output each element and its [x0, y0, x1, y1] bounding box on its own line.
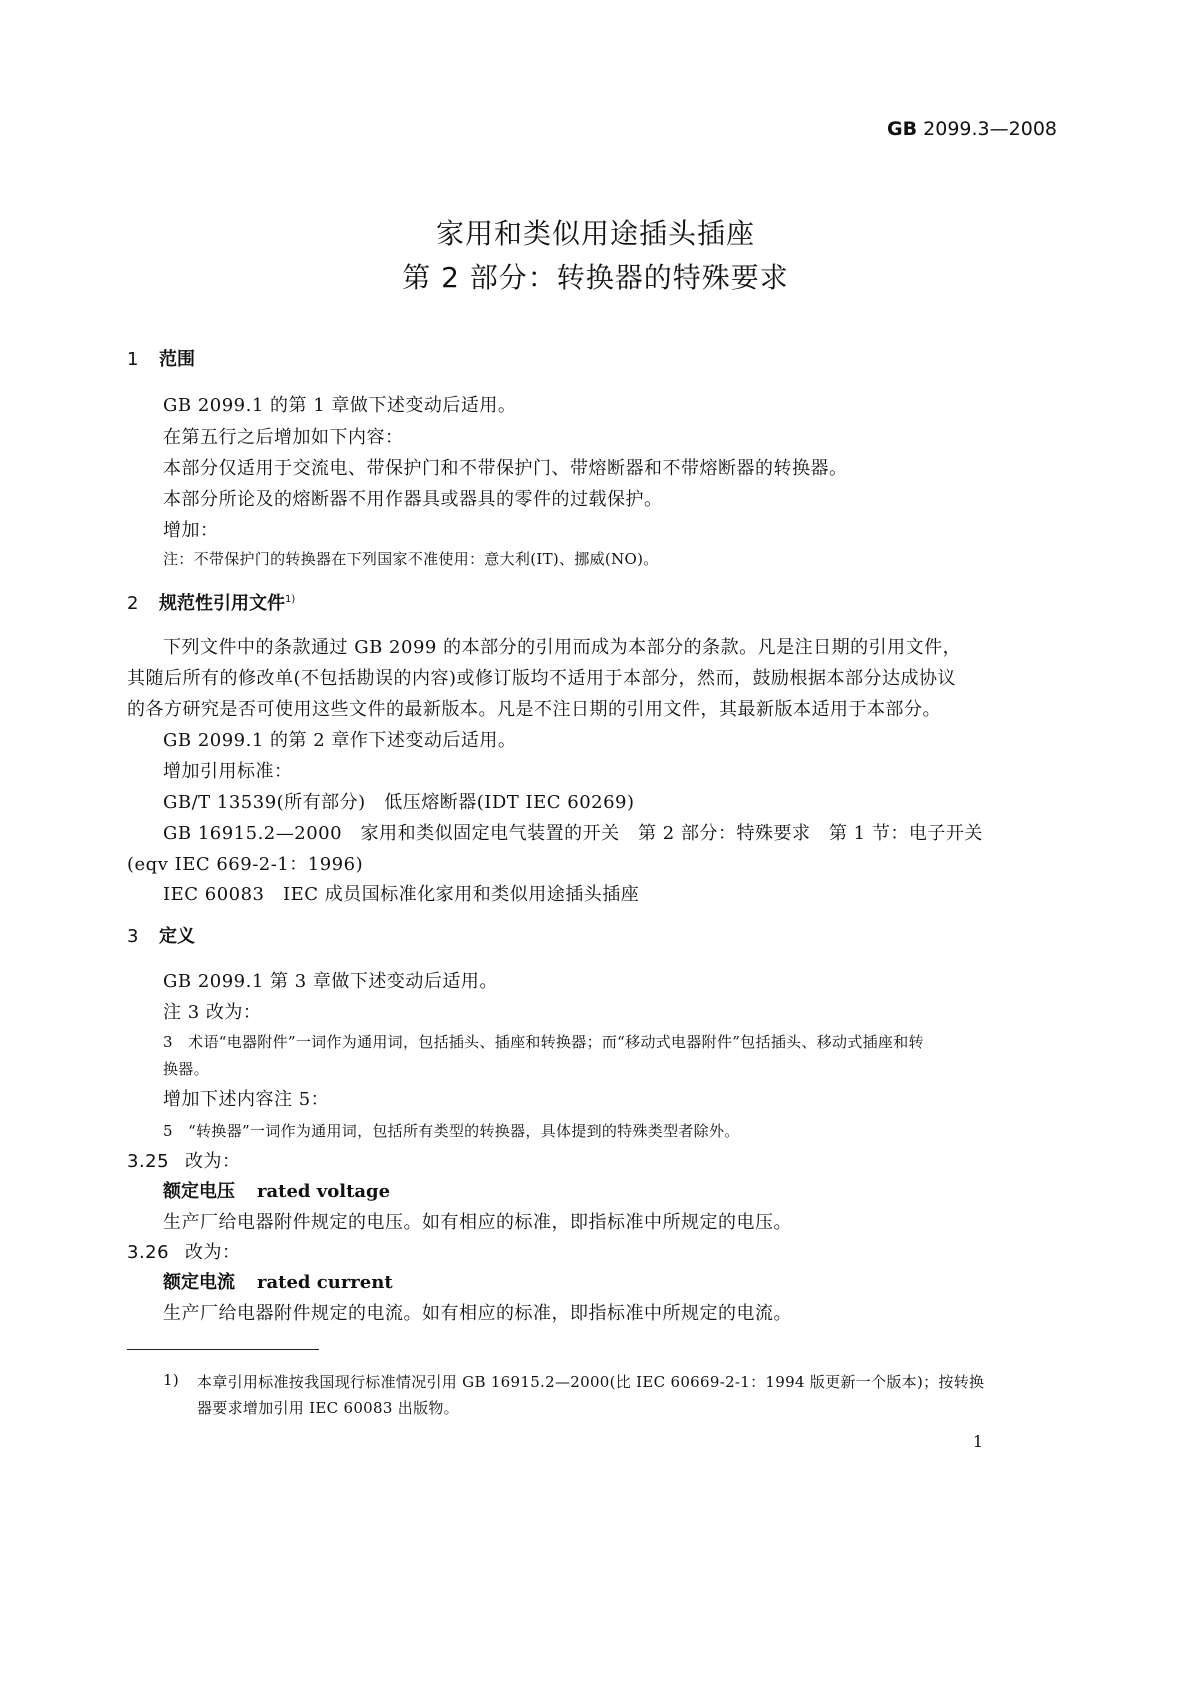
term-rated-voltage-cn: 额定电压	[163, 1181, 235, 1202]
section-1-para-1: GB 2099.1 的第 1 章做下述变动后适用。	[163, 395, 517, 416]
standard-code	[887, 118, 1057, 140]
section-3-number: 3	[127, 926, 139, 947]
standard-number: 2099.3—2008	[923, 118, 1057, 140]
footnote-separator	[127, 1349, 319, 1350]
page-number: 1	[972, 1432, 983, 1451]
section-1-number: 1	[127, 349, 139, 370]
section-2-para-line-3: 的各方研究是否可使用这些文件的最新版本。凡是不注日期的引用文件，其最新版本适用于本部分。	[127, 699, 941, 720]
section-3-para-3: 增加下述内容注 5：	[163, 1089, 330, 1110]
section-1-title: 范围	[159, 349, 195, 370]
section-3-title: 定义	[159, 926, 195, 947]
document-title-line2: 第 2 部分：转换器的特殊要求	[402, 261, 789, 294]
term-rated-voltage	[163, 1177, 390, 1203]
reference-2-line-2: (eqv IEC 669-2-1：1996)	[127, 854, 364, 875]
term-rated-current	[163, 1268, 393, 1294]
section-2-para-line-2: 其随后所有的修改单(不包括勘误的内容)或修订版均不适用于本部分，然而，鼓励根据本部分达成协议	[127, 668, 957, 689]
section-1-para-2: 在第五行之后增加如下内容：	[163, 427, 404, 448]
document-title-line1: 家用和类似用途插头插座	[435, 217, 755, 250]
note-3-line-1: 3 术语“电器附件”一词作为通用词，包括插头、插座和转换器；而“移动式电器附件”包括插头、移动式插座和转	[163, 1033, 924, 1051]
definition-rated-current: 生产厂给电器附件规定的电流。如有相应的标准，即指标准中所规定的电流。	[163, 1303, 792, 1324]
footnote-line-2: 器要求增加引用 IEC 60083 出版物。	[197, 1399, 459, 1417]
section-1-note: 注：不带保护门的转换器在下列国家不准使用：意大利(IT)、挪威(NO)。	[163, 550, 659, 568]
definition-rated-voltage: 生产厂给电器附件规定的电压。如有相应的标准，即指标准中所规定的电压。	[163, 1212, 792, 1233]
section-3-para-2: 注 3 改为：	[163, 1002, 262, 1023]
reference-3: IEC 60083 IEC 成员国标准化家用和类似用途插头插座	[163, 884, 640, 905]
reference-1: GB/T 13539(所有部分) 低压熔断器(IDT IEC 60269)	[163, 792, 635, 813]
section-1-heading	[127, 345, 195, 371]
section-1-para-3: 本部分仅适用于交流电、带保护门和不带保护门、带熔断器和不带熔断器的转换器。	[163, 458, 848, 479]
clause-3-25-number: 3.25	[127, 1151, 170, 1172]
clause-3-26-number: 3.26	[127, 1242, 170, 1263]
clause-3-26-change: 改为：	[185, 1242, 241, 1263]
standard-prefix: GB	[887, 118, 918, 140]
section-1-para-4: 本部分所论及的熔断器不用作器具或器具的零件的过载保护。	[163, 489, 663, 510]
section-2-number: 2	[127, 593, 139, 614]
note-5: 5 “转换器”一词作为通用词，包括所有类型的转换器，具体提到的特殊类型者除外。	[163, 1122, 740, 1140]
footnote-line-1: 本章引用标准按我国现行标准情况引用 GB 16915.2—2000(比 IEC 60669-2-1：1994 版更新一个版本)；按转换	[197, 1373, 985, 1391]
clause-3-26	[127, 1238, 241, 1264]
term-rated-current-cn: 额定电流	[163, 1272, 235, 1293]
term-rated-voltage-en: rated voltage	[257, 1181, 391, 1202]
footnote-marker: 1)	[163, 1371, 179, 1389]
section-2-para-line-1: 下列文件中的条款通过 GB 2099 的本部分的引用而成为本部分的条款。凡是注日期的引用文件，	[163, 637, 962, 658]
clause-3-25-change: 改为：	[185, 1151, 241, 1172]
note-3-line-2: 换器。	[163, 1060, 209, 1078]
section-1-para-5: 增加：	[163, 520, 219, 541]
section-3-heading	[127, 922, 195, 948]
section-3-para-1: GB 2099.1 第 3 章做下述变动后适用。	[163, 971, 498, 992]
footnote-ref-marker: 1)	[285, 594, 296, 605]
section-2-para-2: GB 2099.1 的第 2 章作下述变动后适用。	[163, 730, 517, 751]
term-rated-current-en: rated current	[257, 1272, 393, 1293]
clause-3-25	[127, 1147, 241, 1173]
section-2-heading	[127, 589, 295, 615]
section-2-para-3: 增加引用标准：	[163, 761, 293, 782]
reference-2-line-1: GB 16915.2—2000 家用和类似固定电气装置的开关 第 2 部分：特殊要求 第 1 节：电子开关	[163, 823, 983, 844]
section-2-title: 规范性引用文件	[159, 593, 285, 614]
